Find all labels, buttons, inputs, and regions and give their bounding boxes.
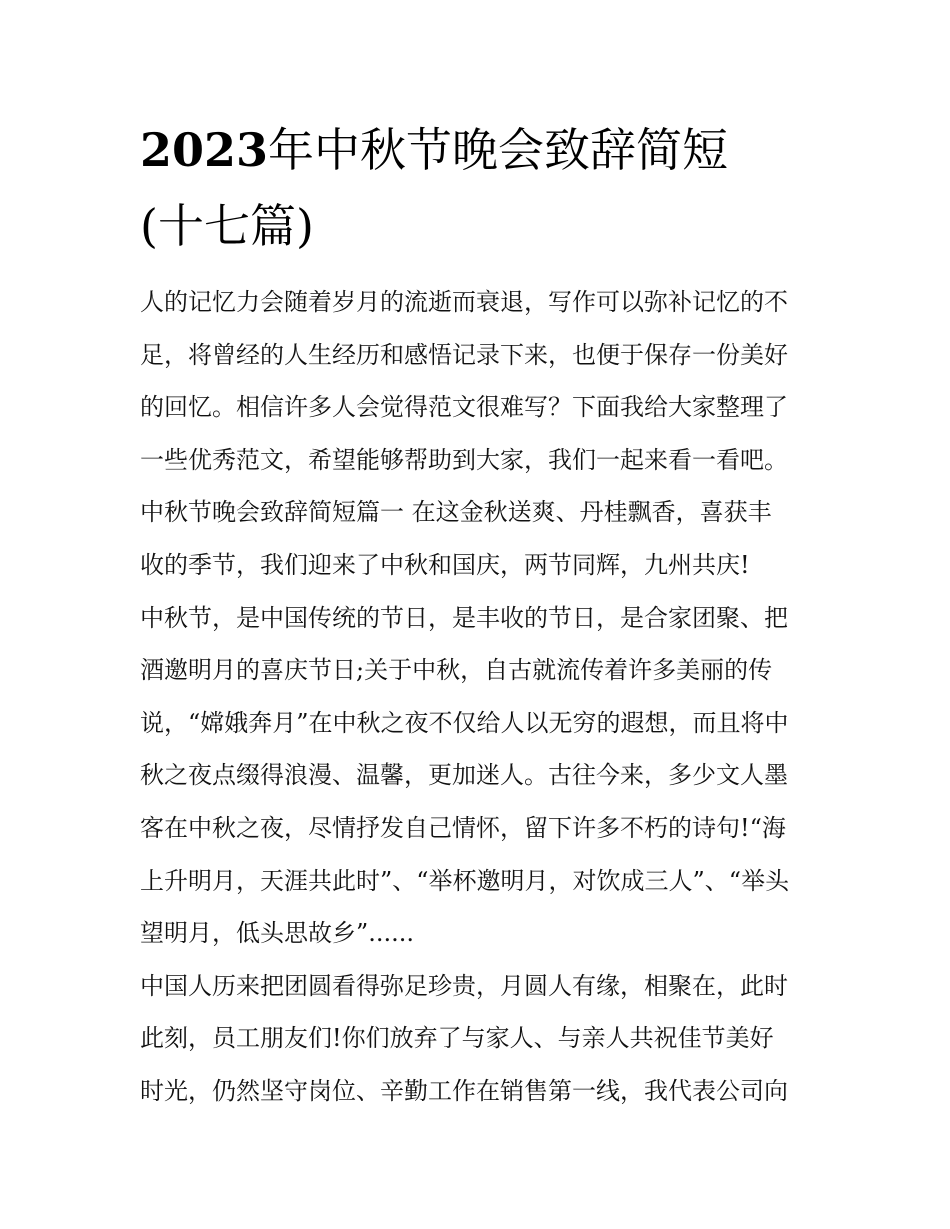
body-line: 一些优秀范文，希望能够帮助到大家，我们一起来看一看吧。 — [140, 445, 788, 474]
body-line: 秋之夜点缀得浪漫、温馨，更加迷人。古往今来，多少文人墨 — [140, 761, 788, 790]
document-title — [140, 112, 820, 264]
body-line: 收的季节，我们迎来了中秋和国庆，两节同辉，九州共庆! — [140, 550, 750, 579]
body-line: 上升明月，天涯共此时”、“举杯邀明月，对饮成三人”、“举头 — [140, 866, 790, 895]
body-line: 人的记忆力会随着岁月的流逝而衰退，写作可以弥补记忆的不 — [140, 288, 788, 316]
body-line: 足，将曾经的人生经历和感悟记录下来，也便于保存一份美好 — [140, 340, 788, 369]
body-line: 的回忆。相信许多人会觉得范文很难写？下面我给大家整理了 — [140, 393, 788, 422]
body-line: 望明月，低头思故乡”...... — [140, 919, 415, 948]
body-line: 说，“嫦娥奔月”在中秋之夜不仅给人以无穷的遐想，而且将中 — [140, 708, 789, 737]
title-text: 年中秋节晚会致辞简短 — [268, 123, 729, 177]
body-line: 酒邀明月的喜庆节日;关于中秋，自古就流传着许多美丽的传 — [140, 656, 773, 685]
body-line: 中秋节晚会致辞简短篇一 在这金秋送爽、丹桂飘香，喜获丰 — [140, 498, 772, 527]
body-line: 中秋节，是中国传统的节日，是丰收的节日，是合家团聚、把 — [140, 603, 788, 632]
title-year: 2023 — [140, 123, 269, 177]
body-line: 时光，仍然坚守岗位、辛勤工作在销售第一线，我代表公司向 — [140, 1076, 788, 1105]
body-line: 中国人历来把团圆看得弥足珍贵，月圆人有缘，相聚在，此时 — [140, 971, 788, 1000]
document-body — [140, 276, 820, 1118]
body-line: 客在中秋之夜，尽情抒发自己情怀，留下许多不朽的诗句!“海 — [140, 813, 786, 842]
body-line: 此刻，员工朋友们!你们放弃了与家人、与亲人共祝佳节美好 — [140, 1024, 774, 1053]
title-subtitle: (十七篇) — [140, 199, 314, 253]
